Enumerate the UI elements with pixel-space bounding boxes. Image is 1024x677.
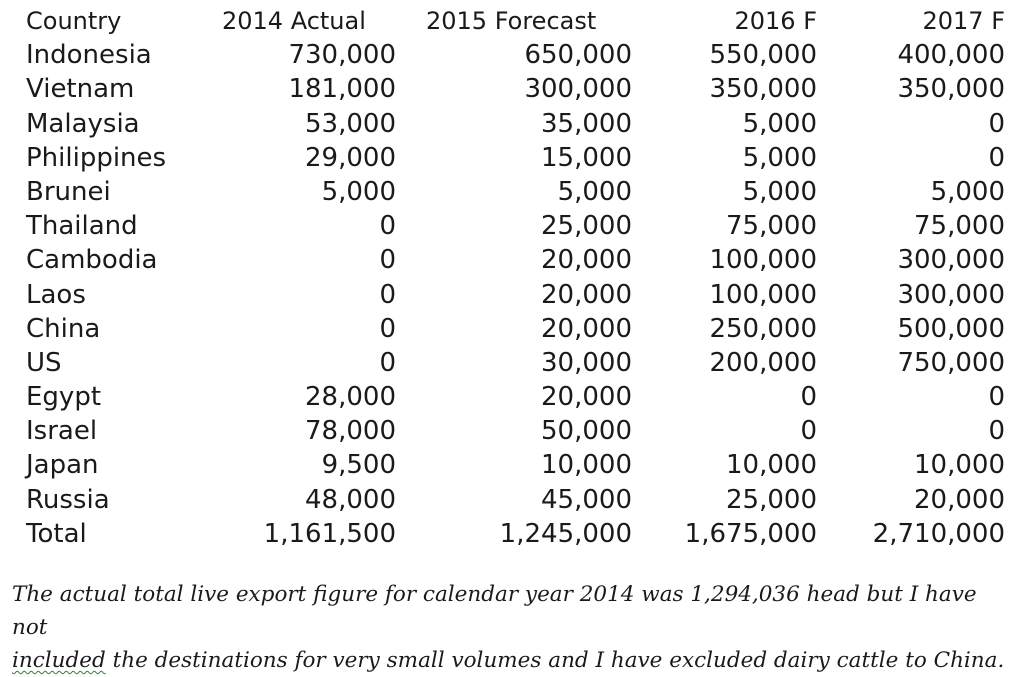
cell-2017-f: 75,000: [914, 211, 1005, 242]
cell-2016-f: 5,000: [742, 176, 817, 207]
cell-2014-actual: 28,000: [305, 382, 396, 413]
cell-2015-forecast: 45,000: [541, 484, 632, 515]
cell-country: Philippines: [26, 142, 167, 173]
cell-2017-f: 500,000: [897, 313, 1005, 344]
cell-2016-f: 200,000: [709, 347, 817, 378]
cell-2016-f: 0: [800, 382, 817, 413]
footnote-line-2-rest: the destinations for very small volumes and I have excluded dairy cattle to China.: [105, 648, 1005, 673]
cell-2014-actual: 0: [379, 279, 396, 310]
cell-2017-f: 750,000: [897, 347, 1005, 378]
cell-country: Brunei: [26, 176, 111, 207]
cell-2016-f: 250,000: [709, 313, 817, 344]
cell-country: Israel: [26, 416, 98, 447]
header-country: Country: [26, 7, 122, 35]
cell-2015-forecast: 5,000: [557, 176, 632, 207]
cell-2017-f: 0: [988, 416, 1005, 447]
cell-2016-f: 25,000: [726, 484, 817, 515]
cell-2016-f: 100,000: [709, 245, 817, 276]
cell-2016-f: 1,675,000: [684, 518, 817, 549]
cell-country: Egypt: [26, 382, 102, 413]
cell-2016-f: 550,000: [709, 40, 817, 71]
cell-2016-f: 350,000: [709, 74, 817, 105]
cell-country: Malaysia: [26, 108, 140, 139]
cell-2016-f: 100,000: [709, 279, 817, 310]
cell-country: Cambodia: [26, 245, 158, 276]
cell-2017-f: 20,000: [914, 484, 1005, 515]
cell-2016-f: 75,000: [726, 211, 817, 242]
cell-2015-forecast: 650,000: [524, 40, 632, 71]
cell-country: Total: [26, 518, 87, 549]
footnote-line-2: [12, 644, 1017, 677]
cell-2014-actual: 78,000: [305, 416, 396, 447]
cell-2014-actual: 0: [379, 245, 396, 276]
cell-2017-f: 2,710,000: [872, 518, 1005, 549]
cell-2017-f: 400,000: [897, 40, 1005, 71]
cell-2014-actual: 1,161,500: [263, 518, 396, 549]
cell-country: Thailand: [26, 211, 138, 242]
cell-2014-actual: 48,000: [305, 484, 396, 515]
cell-country: China: [26, 313, 101, 344]
cell-2015-forecast: 25,000: [541, 211, 632, 242]
header-2014-actual: 2014 Actual: [222, 7, 366, 35]
cell-2017-f: 5,000: [930, 176, 1005, 207]
cell-2015-forecast: 20,000: [541, 279, 632, 310]
cell-2015-forecast: 15,000: [541, 142, 632, 173]
header-2016-f: 2016 F: [734, 7, 817, 35]
cell-country: Vietnam: [26, 74, 135, 105]
cell-2017-f: 0: [988, 382, 1005, 413]
cell-2015-forecast: 20,000: [541, 313, 632, 344]
cell-country: Japan: [26, 450, 99, 481]
cell-2015-forecast: 1,245,000: [499, 518, 632, 549]
cell-2014-actual: 29,000: [305, 142, 396, 173]
cell-2016-f: 5,000: [742, 108, 817, 139]
footnote: [12, 578, 1017, 677]
cell-2015-forecast: 35,000: [541, 108, 632, 139]
cell-2014-actual: 9,500: [321, 450, 396, 481]
spellcheck-word: included: [12, 648, 106, 673]
cell-2017-f: 0: [988, 108, 1005, 139]
cell-2014-actual: 181,000: [288, 74, 396, 105]
cell-2015-forecast: 20,000: [541, 382, 632, 413]
cell-2014-actual: 0: [379, 347, 396, 378]
cell-2016-f: 10,000: [726, 450, 817, 481]
footnote-line-1: The actual total live export figure for calendar year 2014 was 1,294,036 head but I have not: [12, 582, 977, 640]
cell-country: Indonesia: [26, 40, 152, 71]
cell-2015-forecast: 300,000: [524, 74, 632, 105]
cell-2017-f: 0: [988, 142, 1005, 173]
cell-2017-f: 300,000: [897, 245, 1005, 276]
cell-2014-actual: 0: [379, 313, 396, 344]
header-2015-forecast: 2015 Forecast: [426, 7, 597, 35]
cell-2017-f: 350,000: [897, 74, 1005, 105]
cell-2015-forecast: 50,000: [541, 416, 632, 447]
cell-2014-actual: 0: [379, 211, 396, 242]
cell-2017-f: 300,000: [897, 279, 1005, 310]
cell-2017-f: 10,000: [914, 450, 1005, 481]
cell-2016-f: 5,000: [742, 142, 817, 173]
cell-2014-actual: 5,000: [321, 176, 396, 207]
header-2017-f: 2017 F: [922, 7, 1005, 35]
cell-2015-forecast: 20,000: [541, 245, 632, 276]
cell-2014-actual: 730,000: [288, 40, 396, 71]
cell-country: Laos: [26, 279, 86, 310]
cell-2015-forecast: 10,000: [541, 450, 632, 481]
cell-2015-forecast: 30,000: [541, 347, 632, 378]
cell-country: Russia: [26, 484, 110, 515]
cell-2016-f: 0: [800, 416, 817, 447]
cell-2014-actual: 53,000: [305, 108, 396, 139]
cell-country: US: [26, 347, 62, 378]
